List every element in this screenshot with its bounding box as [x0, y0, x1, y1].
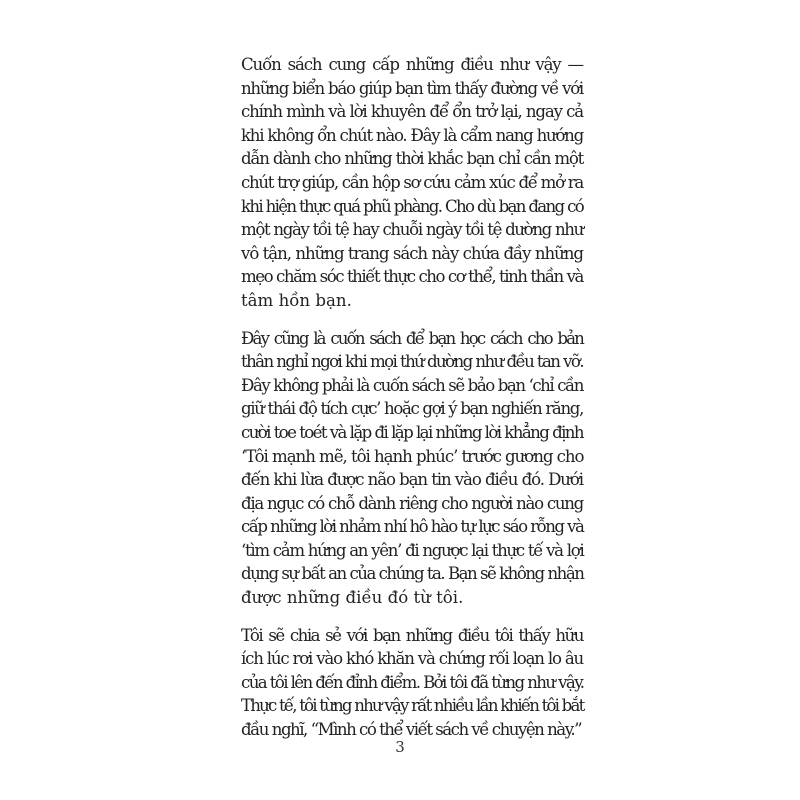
- text-line: khi hiện thực quá phũ phàng. Cho dù bạn đang có: [241, 196, 583, 216]
- text-line: Đây cũng là cuốn sách để bạn học cách cho bản: [241, 328, 583, 348]
- text-line: ‘tìm cảm hứng an yên’ đi ngược lại thực tế và lợi: [241, 540, 584, 560]
- paragraph-2: [219, 327, 583, 610]
- text-line: đầu nghĩ, “Mình có thể viết sách về chuyện này.”: [241, 720, 582, 740]
- text-line: cấp những lời nhảm nhí hô hào tự lực sáo rỗng và: [241, 517, 584, 537]
- text-line: thân nghỉ ngơi khi mọi thứ dường như đều tan vỡ.: [241, 352, 583, 372]
- text-line: của tôi lên đến đỉnh điểm. Bởi tôi đã từng như vậy.: [241, 672, 584, 692]
- page-number: 3: [395, 738, 405, 756]
- text-line: chút trợ giúp, cần hộp sơ cứu cảm xúc để mở ra: [241, 172, 583, 192]
- text-line: chính mình và lời khuyên để ổn trở lại, ngay cả: [241, 102, 583, 122]
- text-line: được những điều đó từ tôi.: [241, 588, 464, 608]
- text-line: mẹo chăm sóc thiết thực cho cơ thể, tinh thần và: [241, 267, 583, 287]
- text-line: ‘Tôi mạnh mẽ, tôi hạnh phúc’ trước gương cho: [241, 446, 584, 466]
- text-line: Thực tế, tôi từng như vậy rất nhiều lần khiến tôi bắt: [241, 696, 584, 716]
- paragraph-3: [219, 624, 583, 742]
- text-line: Cuốn sách cung cấp những điều như vậy —: [241, 55, 583, 74]
- text-line: vô tận, những trang sách này chứa đầy những: [241, 243, 583, 263]
- text-line: khi không ổn chút nào. Đây là cẩm nang hướng: [241, 125, 583, 145]
- text-line: tâm hồn bạn.: [241, 290, 352, 310]
- paragraph-1: [219, 53, 583, 313]
- text-line: giữ thái độ tích cực’ hoặc gợi ý bạn nghiến răng,: [241, 399, 583, 419]
- body-text: [219, 53, 583, 756]
- text-line: Tôi sẽ chia sẻ với bạn những điều tôi thấy hữu: [241, 625, 583, 645]
- text-line: cười toe toét và lặp đi lặp lại những lời khẳng định: [241, 422, 583, 442]
- text-line: một ngày tồi tệ hay chuỗi ngày tồi tệ dường như: [241, 220, 583, 240]
- text-line: ích lúc rơi vào khó khăn và chứng rối loạn lo âu: [241, 649, 583, 669]
- text-line: đến khi lừa được não bạn tin vào điều đó. Dưới: [241, 470, 583, 490]
- text-line: Đây không phải là cuốn sách sẽ bảo bạn ‘chỉ cần: [241, 375, 583, 395]
- text-line: dẫn dành cho những thời khắc bạn chỉ cần một: [241, 149, 583, 169]
- text-line: dụng sự bất an của chúng ta. Bạn sẽ không nhận: [241, 564, 584, 584]
- text-line: những biển báo giúp bạn tìm thấy đường về với: [241, 78, 583, 98]
- text-line: địa ngục có chỗ dành riêng cho người nào cung: [241, 493, 583, 513]
